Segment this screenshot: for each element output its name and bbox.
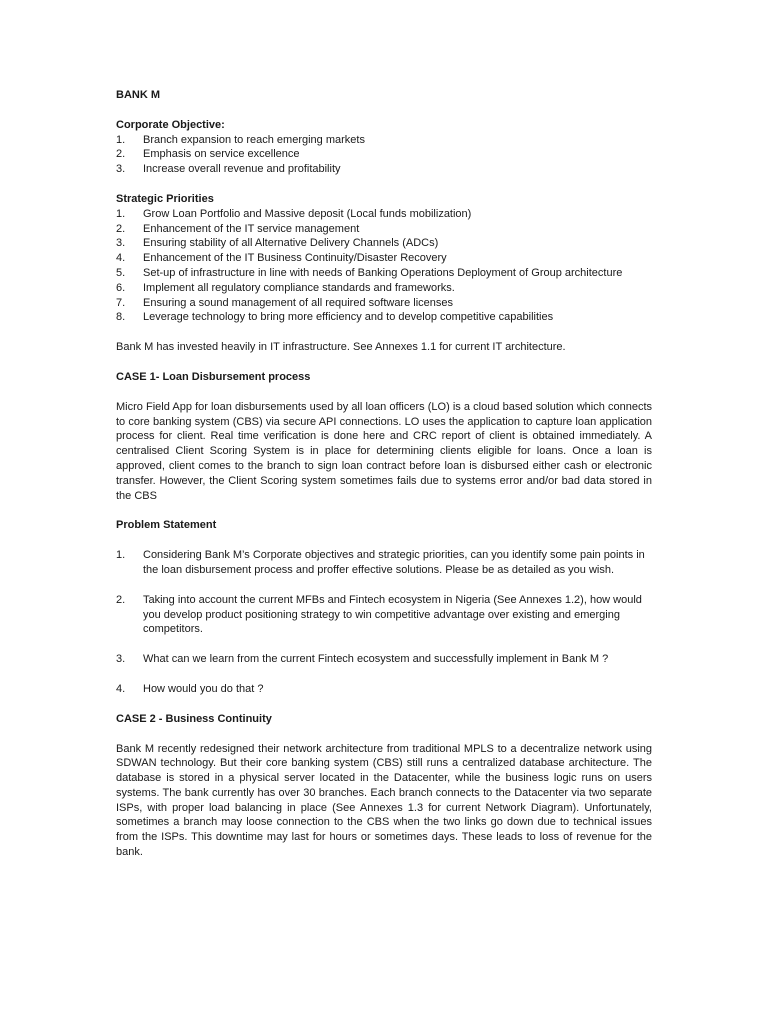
case2-paragraph: Bank M recently redesigned their network architecture from traditional MPLS to a decentralize network using SDWAN technology. But their core banking system (CBS) still runs a centralized database architecture. The database is stored in a physical server located in the Datacenter, while the business logic runs on users systems. The bank currently has over 30 branches. Each branch connects to the Datacenter via two separate ISPs, with proper load balancing in place (See Annexes 1.3 for current Network Diagram). Unfortunately, sometimes a branch may loose connection to the CBS when the two links go down due to technical issues from the ISPs. This downtime may last for hours or sometimes days. These leads to loss of revenue for the bank. bbox=[116, 742, 652, 859]
list-item: 3. Ensuring stability of all Alternative Delivery Channels (ADCs) bbox=[116, 237, 439, 250]
strategic-priorities-heading: Strategic Priorities bbox=[116, 192, 214, 205]
list-item: 3. What can we learn from the current Fintech ecosystem and successfully implement in Bank M ? bbox=[116, 653, 609, 666]
list-item: 5. Set-up of infrastructure in line with needs of Banking Operations Deployment of Group architecture bbox=[116, 266, 623, 279]
list-item: 2. Emphasis on service excellence bbox=[116, 148, 300, 161]
list-item: 8. Leverage technology to bring more efficiency and to develop competitive capabilities bbox=[116, 311, 554, 324]
strategic-priorities-section bbox=[116, 192, 652, 325]
it-investment-paragraph: Bank M has invested heavily in IT infrastructure. See Annexes 1.1 for current IT architecture. bbox=[116, 341, 566, 354]
list-item: 2. Taking into account the current MFBs and Fintech ecosystem in Nigeria (See Annexes 1.2), how would you develop product positioning strategy to win competitive advantage over existing and emerging competitors. bbox=[116, 593, 642, 636]
document-title: BANK M bbox=[116, 89, 160, 101]
list-item: 4. How would you do that ? bbox=[116, 682, 264, 695]
list-item: 2. Enhancement of the IT service management bbox=[116, 222, 360, 235]
strategic-priorities-list bbox=[116, 207, 652, 325]
document-page bbox=[116, 88, 652, 875]
corporate-objective-section bbox=[116, 118, 652, 177]
list-item: 3. Increase overall revenue and profitability bbox=[116, 163, 341, 176]
corporate-objective-heading: Corporate Objective: bbox=[116, 118, 225, 131]
list-item: 1. Grow Loan Portfolio and Massive deposit (Local funds mobilization) bbox=[116, 207, 472, 220]
list-item: 6. Implement all regulatory compliance standards and frameworks. bbox=[116, 281, 455, 294]
list-item: 7. Ensuring a sound management of all required software licenses bbox=[116, 296, 454, 309]
list-item: 4. Enhancement of the IT Business Continuity/Disaster Recovery bbox=[116, 252, 447, 265]
case1-paragraph: Micro Field App for loan disbursements used by all loan officers (LO) is a cloud based solution which connects to core banking system (CBS) via secure API connections. LO uses the application to capture loan application process for client. Real time verification is done here and CRC report of client is obtained immediately. A centralised Client Scoring System is in place for determining clients eligible for loans. Once a loan is approved, client comes to the branch to sign loan contract before loan is disbursed either cash or electronic transfer. However, the Client Scoring system sometimes fails due to systems error and/or bad data stored in the CBS bbox=[116, 400, 652, 502]
problem-statement-heading: Problem Statement bbox=[116, 519, 217, 532]
corporate-objective-list bbox=[116, 133, 652, 177]
problem-statement-list bbox=[116, 548, 652, 697]
case1-heading: CASE 1- Loan Disbursement process bbox=[116, 370, 311, 383]
list-item: 1. Considering Bank M’s Corporate objectives and strategic priorities, can you identify some pain points in the loan disbursement process and proffer effective solutions. Please be as detailed as you wish. bbox=[116, 549, 645, 576]
case2-heading: CASE 2 - Business Continuity bbox=[116, 712, 272, 725]
list-item: 1. Branch expansion to reach emerging markets bbox=[116, 133, 365, 146]
